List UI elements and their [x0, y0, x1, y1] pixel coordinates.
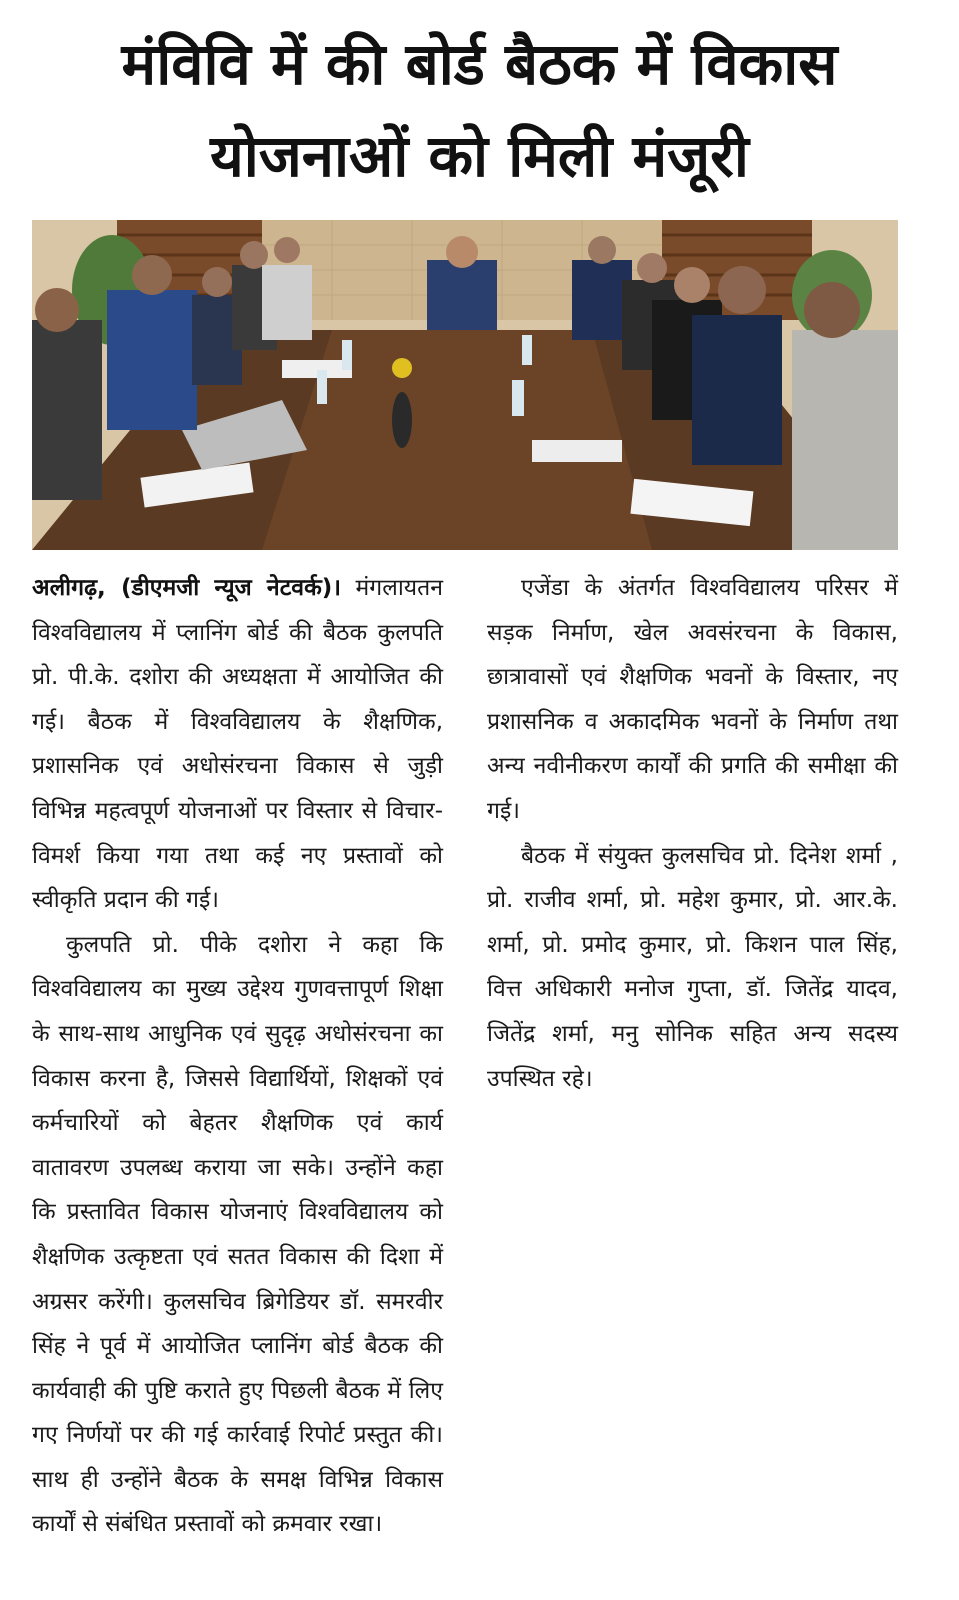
article-paragraph-2: कुलपति प्रो. पीके दशोरा ने कहा कि विश्वविद्यालय का मुख्य उद्देश्य गुणवत्तापूर्ण शिक्षा के साथ-साथ आधुनिक एवं सुदृढ़ अधोसंरचना का विकास करना है, जिससे विद्यार्थियों, शिक्षकों एवं कर्मचारियों को बेहतर शैक्षणिक एवं कार्य वातावरण उपलब्ध कराया जा सके। उन्होंने कहा कि प्रस्तावित विकास योजनाएं विश्वविद्यालय को शैक्षणिक उत्कृष्टता एवं सतत विकास की दिशा में अग्रसर करेंगी। कुलसचिव ब्रिगेडियर डॉ. समरवीर सिंह ने पूर्व में आयोजित प्लानिंग बोर्ड बैठक की कार्यवाही की पुष्टि कराते हुए पिछली बैठक में लिए गए निर्णयों पर की गई कार्रवाई रिपोर्ट प्रस्तुत की। साथ ही उन्होंने बैठक के समक्ष विभिन्न विकास कार्यों से संबंधित प्रस्तावों को क्रमवार रखा। — [32, 931, 443, 1538]
dateline: अलीगढ़, (डीएमजी न्यूज नेटवर्क)। — [32, 575, 341, 601]
article-body — [32, 566, 898, 1586]
meeting-photo — [32, 220, 898, 550]
article-paragraph-4: बैठक में संयुक्त कुलसचिव प्रो. दिनेश शर्मा , प्रो. राजीव शर्मा, प्रो. महेश कुमार, प्रो. आर.के. शर्मा, प्रो. प्रमोद कुमार, प्रो. किशन पाल सिंह, वित्त अधिकारी मनोज गुप्ता, डॉ. जितेंद्र यादव, जितेंद्र शर्मा, मनु सोनिक सहित अन्य सदस्य उपस्थित रहे। — [487, 842, 898, 1092]
headline-line-2: योजनाओं को मिली मंजूरी — [210, 122, 749, 190]
article-paragraph-1-text: मंगलायतन विश्वविद्यालय में प्लानिंग बोर्ड की बैठक कुलपति प्रो. पी.के. दशोरा की अध्यक्षता में आयोजित की गई। बैठक में विश्वविद्यालय के शैक्षणिक, प्रशासनिक एवं अधोसंरचना विकास से जुड़ी विभिन्न महत्वपूर्ण योजनाओं पर विस्तार से विचार-विमर्श किया गया तथा कई नए प्रस्तावों को स्वीकृति प्रदान की गई। — [32, 575, 444, 914]
article-paragraph-1 — [32, 566, 443, 923]
article-paragraph-3: एजेंडा के अंतर्गत विश्वविद्यालय परिसर में सड़क निर्माण, खेल अवसंरचना के विकास, छात्रावासों एवं शैक्षणिक भवनों के विस्तार, नए प्रशासनिक व अकादमिक भवनों के निर्माण तथा अन्य नवीनीकरण कार्यों की प्रगति की समीक्षा की गई। — [487, 575, 898, 824]
headline — [20, 18, 939, 202]
headline-line-1: मंविवि में की बोर्ड बैठक में विकास — [121, 30, 838, 98]
